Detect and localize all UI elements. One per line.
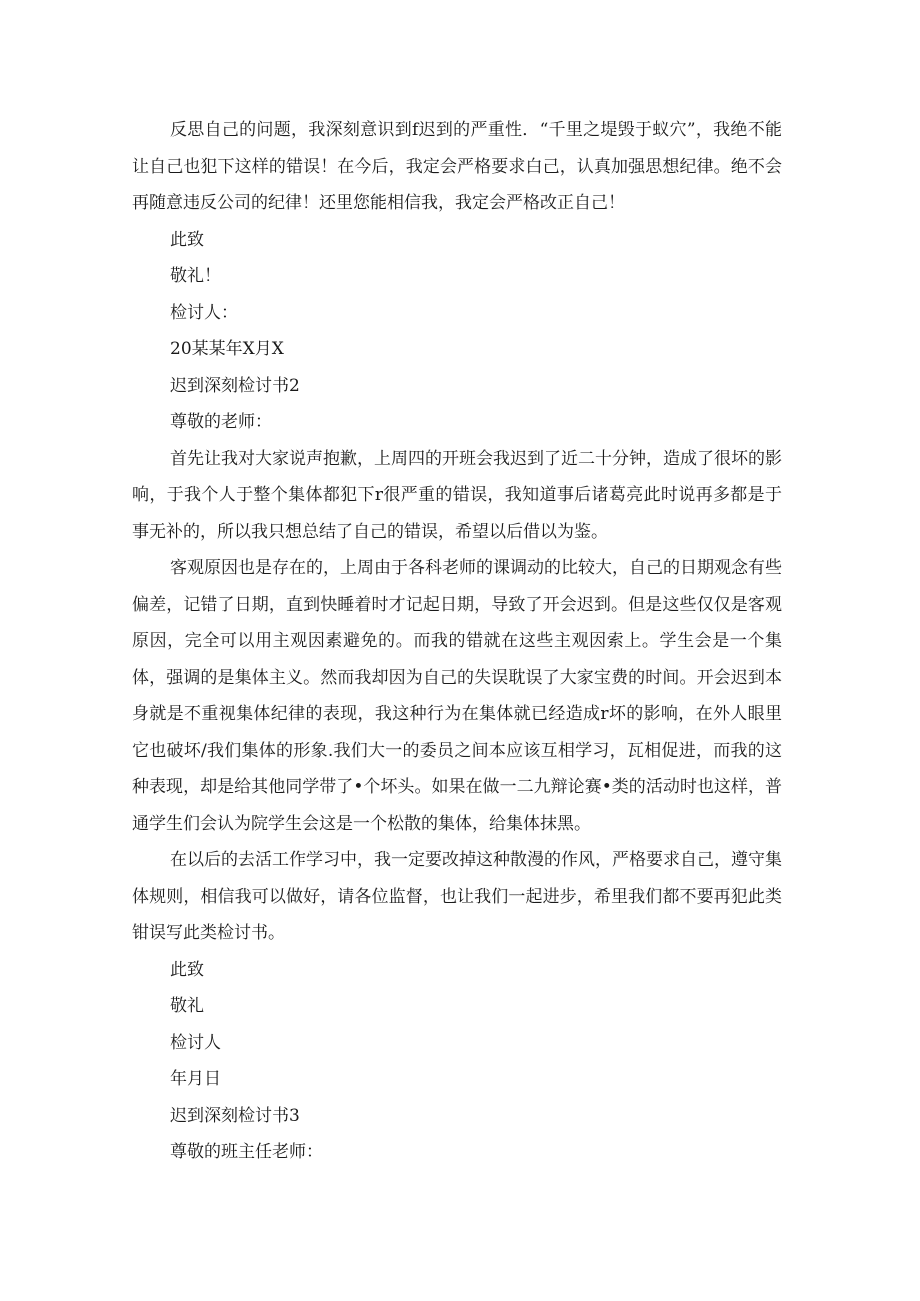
paragraph-reasons: 客观原因也是存在的，上周由于各科老师的课调动的比较大，自己的日期观念有些偏差，记错了日期，直到快睡着时才记起日期，导致了开会迟到。但是这些仅仅是客观原因，完全可以用主观因素避免的。而我的错就在这些主观因索上。学生会是一个集体，强调的是集体主义。然而我却因为自己的失误耽误了大家宝费的时间。开会迟到本身就是不重视集体纪律的表现，我这种行为在集体就已经造成r坏的影响，在外人眼里它也破坏/我们集体的形象.我们大一的委员之间本应该互相学习，瓦相促进，而我的这种表现，却是给其他同学带了•个坏头。如果在做一二九辩论赛•类的活动时也这样，普通学生们会认为院学生会这是一个松散的集体，给集体抹黑。 [132,558,782,834]
signature-label-2: 检讨人 [170,1032,221,1053]
greeting-class-teacher: 尊敬的班主任老师： [170,1142,323,1162]
section-title-3: 迟到深刻检讨书3 [170,1105,300,1126]
paragraph-commitment: 在以后的去活工作学习中，我一定要改掉这种散漫的作风，严格要求自己，遵守集体规则，相信我可以做好，请各位监督，也让我们一起进步，希里我们都不要再犯此类钳误写此类检讨书。 [132,850,782,943]
closing-salutation-2: 此致 [170,959,204,980]
closing-salutation: 此致 [170,229,204,250]
section-title-2: 迟到深刻检讨书2 [170,375,300,396]
greeting-teacher: 尊敬的老师： [170,412,272,432]
closing-regards-2: 敬礼 [170,996,204,1016]
signature-label: 检讨人： [170,302,238,323]
date-line-2: 年月日 [170,1069,221,1089]
date-line: 20某某年X月X [170,339,284,359]
paragraph-reflection: 反思自己的问题，我深刻意识到f迟到的严重性．“千里之堤毁于蚁穴”，我绝不能让自己也犯下这样的错误！在今后，我定会严格要求白己，认真加强思想纪律。绝不会再随意违反公司的纪律！还里您能相信我，我定会严格改正自己！ [132,120,782,213]
paragraph-apology: 首先让我对大家说声抱歉，上周四的开班会我迟到了近二十分钟，造成了很坏的影响，于我个人于整个集体都犯下r很严重的错误，我知道事后诸葛亮此时说再多都是于事无补的，所以我只想总结了自己的错误，希望以后借以为鉴。 [132,448,782,542]
closing-regards: 敬礼！ [170,266,221,286]
document-body [132,112,782,1171]
